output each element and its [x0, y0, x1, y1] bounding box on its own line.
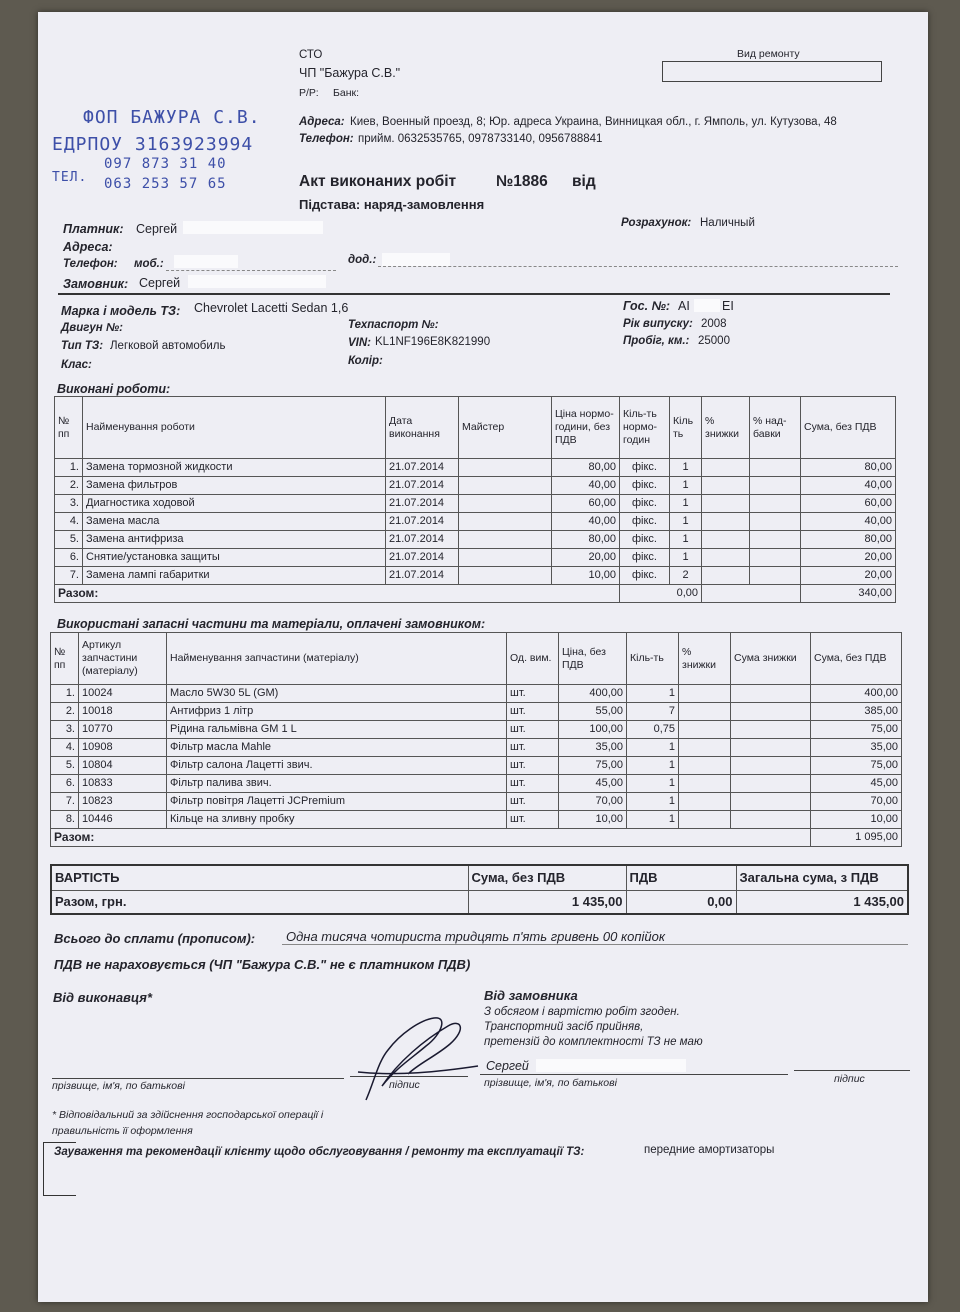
works-total-hours: 0,00 — [620, 585, 702, 603]
customer-sign-name: Сергей — [486, 1059, 529, 1073]
summary-sum: 1 435,00 — [468, 891, 626, 915]
parts-col-sum: Сума, без ПДВ — [811, 633, 902, 685]
works-cell-price: 40,00 — [552, 513, 620, 531]
works-cell-markup — [750, 513, 801, 531]
works-cell-master — [459, 549, 552, 567]
plate-end: EI — [722, 299, 734, 313]
parts-cell-name: Кільце на зливну пробку — [167, 811, 507, 829]
parts-cell-n: 5. — [51, 757, 79, 775]
payer-label: Платник: — [63, 222, 124, 236]
works-cell-markup — [750, 549, 801, 567]
works-cell-norm: фікс. — [620, 477, 670, 495]
parts-cell-n: 3. — [51, 721, 79, 739]
document-page — [38, 12, 928, 1302]
works-cell-qty: 1 — [670, 477, 702, 495]
works-col-n: № пп — [55, 397, 83, 459]
parts-cell-art: 10018 — [79, 703, 167, 721]
works-cell-disc — [702, 495, 750, 513]
parts-cell-price: 100,00 — [559, 721, 627, 739]
redaction — [188, 275, 326, 288]
works-table — [54, 396, 896, 603]
parts-cell-disc_sum — [731, 685, 811, 703]
parts-total-sum: 1 095,00 — [811, 829, 902, 847]
works-cell-name: Диагностика ходовой — [83, 495, 386, 513]
works-cell-name: Замена антифриза — [83, 531, 386, 549]
parts-cell-disc — [679, 775, 731, 793]
works-cell-price: 40,00 — [552, 477, 620, 495]
works-cell-name: Замена тормозной жидкости — [83, 459, 386, 477]
plate-label: Гос. №: — [623, 299, 671, 313]
works-cell-price: 10,00 — [552, 567, 620, 585]
works-cell-sum: 40,00 — [801, 477, 896, 495]
parts-cell-disc_sum — [731, 811, 811, 829]
parts-cell-art: 10908 — [79, 739, 167, 757]
parts-cell-disc — [679, 721, 731, 739]
works-cell-sum: 60,00 — [801, 495, 896, 513]
works-cell-sum: 20,00 — [801, 567, 896, 585]
summary-total-label: Загальна сума, з ПДВ — [736, 865, 908, 891]
parts-cell-disc — [679, 757, 731, 775]
customer-sign-label: Від замовника — [484, 988, 578, 1003]
works-cell-disc — [702, 477, 750, 495]
repair-type-box — [662, 61, 882, 82]
parts-cell-art: 10833 — [79, 775, 167, 793]
phone-value: прийм. 0632535765, 0978733140, 0956788841 — [358, 133, 603, 145]
customer-label: Замовник: — [63, 277, 129, 291]
parts-cell-disc_sum — [731, 739, 811, 757]
works-cell-price: 60,00 — [552, 495, 620, 513]
stamp-line-1: ФОП БАЖУРА С.В. — [83, 107, 261, 128]
parts-col-name: Найменування запчастини (матеріалу) — [167, 633, 507, 685]
sto-label: СТО — [299, 49, 323, 61]
works-cell-qty: 2 — [670, 567, 702, 585]
parts-cell-price: 70,00 — [559, 793, 627, 811]
parts-col-n: № пп — [51, 633, 79, 685]
summary-total: 1 435,00 — [736, 891, 908, 915]
footnote-line-1: * Відповідальний за здійснення господарської операції і — [52, 1109, 324, 1121]
redaction — [536, 1059, 686, 1072]
vin-label: VIN: — [348, 337, 371, 349]
words-text: Одна тисяча чотириста тридцять п'ять гривень 00 копійок — [286, 929, 665, 944]
works-cell-disc — [702, 513, 750, 531]
works-cell-markup — [750, 531, 801, 549]
type-label: Тип ТЗ: — [61, 340, 104, 352]
passport-label: Техпаспорт №: — [348, 319, 439, 331]
parts-cell-disc_sum — [731, 775, 811, 793]
works-cell-disc — [702, 459, 750, 477]
works-cell-norm: фікс. — [620, 495, 670, 513]
table-row — [55, 513, 896, 531]
remarks-text: передние амортизаторы — [644, 1144, 775, 1156]
works-col-norm: Кіль-ть нормо-годин — [620, 397, 670, 459]
works-cell-price: 20,00 — [552, 549, 620, 567]
executor-fio-line — [52, 1078, 344, 1079]
redaction — [694, 299, 720, 312]
works-cell-sum: 80,00 — [801, 531, 896, 549]
stamp-line-2: ЕДРПОУ 3163923994 — [52, 134, 254, 155]
works-cell-sum: 80,00 — [801, 459, 896, 477]
parts-cell-n: 4. — [51, 739, 79, 757]
works-cell-sum: 40,00 — [801, 513, 896, 531]
parts-cell-n: 7. — [51, 793, 79, 811]
redaction — [183, 221, 323, 234]
redaction — [382, 253, 450, 266]
works-cell-name: Замена лампі габаритки — [83, 567, 386, 585]
parts-table — [50, 632, 902, 847]
act-title: Акт виконаних робіт — [299, 173, 457, 190]
works-cell-master — [459, 531, 552, 549]
parts-cell-price: 400,00 — [559, 685, 627, 703]
bank-label: Банк: — [333, 87, 360, 99]
parts-cell-price: 45,00 — [559, 775, 627, 793]
works-cell-master — [459, 495, 552, 513]
parts-cell-n: 6. — [51, 775, 79, 793]
parts-cell-price: 10,00 — [559, 811, 627, 829]
model-label: Марка і модель ТЗ: — [61, 304, 181, 318]
parts-cell-sum: 10,00 — [811, 811, 902, 829]
dod-line — [378, 266, 898, 267]
works-cell-markup — [750, 495, 801, 513]
works-cell-n: 7. — [55, 567, 83, 585]
parts-cell-qty: 7 — [627, 703, 679, 721]
table-row — [51, 811, 902, 829]
class-label: Клас: — [61, 359, 92, 371]
executor-label: Від виконавця* — [53, 990, 153, 1005]
agree-line-1: З обсягом і вартістю робіт згоден. — [484, 1006, 680, 1018]
dod-label: дод.: — [348, 254, 377, 266]
works-cell-qty: 1 — [670, 549, 702, 567]
works-col-master: Майстер — [459, 397, 552, 459]
parts-cell-disc — [679, 793, 731, 811]
parts-cell-name: Фільтр повітря Лацетті JCPremium — [167, 793, 507, 811]
summary-sum-label: Сума, без ПДВ — [468, 865, 626, 891]
phone-label: Телефон: — [299, 133, 354, 145]
table-row — [55, 531, 896, 549]
parts-cell-name: Фільтр масла Mahle — [167, 739, 507, 757]
parts-cell-disc_sum — [731, 793, 811, 811]
model-value: Chevrolet Lacetti Sedan 1,6 — [194, 301, 349, 315]
works-cell-date: 21.07.2014 — [386, 531, 459, 549]
parts-cell-name: Фільтр палива звич. — [167, 775, 507, 793]
type-value: Легковой автомобиль — [110, 340, 226, 352]
table-row — [51, 793, 902, 811]
works-cell-n: 6. — [55, 549, 83, 567]
repair-type-label: Вид ремонту — [737, 48, 800, 60]
works-cell-qty: 1 — [670, 513, 702, 531]
address-label: Адреса: — [299, 116, 345, 128]
parts-cell-unit: шт. — [507, 793, 559, 811]
parts-cell-art: 10446 — [79, 811, 167, 829]
parts-cell-art: 10804 — [79, 757, 167, 775]
table-row — [51, 739, 902, 757]
parts-cell-qty: 1 — [627, 811, 679, 829]
works-cell-name: Замена фильтров — [83, 477, 386, 495]
parts-cell-sum: 45,00 — [811, 775, 902, 793]
parts-cell-sum: 35,00 — [811, 739, 902, 757]
works-cell-date: 21.07.2014 — [386, 513, 459, 531]
client-divider — [58, 293, 890, 295]
table-row — [55, 549, 896, 567]
act-date-word: від — [572, 173, 596, 190]
parts-cell-sum: 385,00 — [811, 703, 902, 721]
parts-cell-disc_sum — [731, 721, 811, 739]
client-address-label: Адреса: — [63, 240, 113, 254]
parts-cell-n: 1. — [51, 685, 79, 703]
plate-start: AI — [678, 299, 690, 313]
parts-col-disc-sum: Сума знижки — [731, 633, 811, 685]
works-total-label: Разом: — [55, 585, 620, 603]
customer-value: Сергей — [139, 276, 181, 290]
year-label: Рік випуску: — [623, 318, 693, 330]
act-basis: Підстава: наряд-замовлення — [299, 197, 485, 212]
works-cell-disc — [702, 567, 750, 585]
parts-cell-art: 10823 — [79, 793, 167, 811]
stamp-line-3: 097 873 31 40 — [104, 156, 227, 172]
parts-cell-unit: шт. — [507, 757, 559, 775]
parts-col-disc: % знижки — [679, 633, 731, 685]
parts-cell-unit: шт. — [507, 703, 559, 721]
act-number: №1886 — [496, 173, 548, 190]
works-cell-n: 5. — [55, 531, 83, 549]
works-cell-norm: фікс. — [620, 549, 670, 567]
parts-cell-name: Фільтр салона Лацетті звич. — [167, 757, 507, 775]
works-cell-date: 21.07.2014 — [386, 549, 459, 567]
vin-value: KL1NF196E8K821990 — [375, 336, 491, 348]
summary-table — [50, 864, 909, 915]
vat-note: ПДВ не нараховується (ЧП "Бажура С.В." не є платником ПДВ) — [54, 957, 471, 972]
works-cell-master — [459, 567, 552, 585]
works-cell-markup — [750, 567, 801, 585]
payer-value: Сергей — [136, 222, 178, 236]
mob-label: моб.: — [134, 258, 164, 270]
parts-cell-disc — [679, 739, 731, 757]
works-cell-markup — [750, 477, 801, 495]
parts-cell-price: 55,00 — [559, 703, 627, 721]
works-cell-n: 4. — [55, 513, 83, 531]
agree-line-2: Транспортний засіб прийняв, — [484, 1021, 644, 1033]
agree-line-3: претензій до комплектності ТЗ не маю — [484, 1036, 703, 1048]
table-row — [51, 775, 902, 793]
works-cell-qty: 1 — [670, 459, 702, 477]
works-col-sum: Сума, без ПДВ — [801, 397, 896, 459]
works-cell-master — [459, 513, 552, 531]
redaction — [174, 255, 238, 268]
parts-cell-n: 8. — [51, 811, 79, 829]
parts-cell-unit: шт. — [507, 811, 559, 829]
parts-col-price: Ціна, без ПДВ — [559, 633, 627, 685]
engine-label: Двигун №: — [61, 322, 123, 334]
works-cell-date: 21.07.2014 — [386, 459, 459, 477]
parts-cell-sum: 75,00 — [811, 757, 902, 775]
works-cell-disc — [702, 549, 750, 567]
executor-signature — [338, 1012, 488, 1107]
company-name: ЧП "Бажура С.В." — [299, 66, 401, 80]
works-cell-norm: фікс. — [620, 567, 670, 585]
parts-cell-price: 35,00 — [559, 739, 627, 757]
words-line — [282, 944, 908, 945]
summary-vat: 0,00 — [626, 891, 736, 915]
works-cell-date: 21.07.2014 — [386, 567, 459, 585]
works-cell-norm: фікс. — [620, 459, 670, 477]
works-cell-master — [459, 459, 552, 477]
payment-value: Наличный — [700, 217, 755, 229]
works-section-title: Виконані роботи: — [57, 382, 171, 396]
executor-fio-caption: прізвище, ім'я, по батькові — [52, 1080, 185, 1092]
mileage-label: Пробіг, км.: — [623, 335, 690, 347]
footnote-line-2: правильність її оформлення — [52, 1125, 193, 1137]
works-total-sum: 340,00 — [801, 585, 896, 603]
client-phone-label: Телефон: — [63, 258, 118, 270]
parts-cell-qty: 1 — [627, 775, 679, 793]
executor-sign-caption: підпис — [389, 1079, 420, 1091]
table-row — [55, 477, 896, 495]
parts-cell-name: Антифриз 1 літр — [167, 703, 507, 721]
works-col-disc: % знижки — [702, 397, 750, 459]
table-row — [55, 495, 896, 513]
parts-col-article: Артикул запчастини (матеріалу) — [79, 633, 167, 685]
customer-fio-line — [480, 1074, 788, 1075]
parts-section-title: Використані запасні частини та матеріали, оплачені замовником: — [57, 617, 486, 631]
works-col-qty: Кіль ть — [670, 397, 702, 459]
table-row — [51, 757, 902, 775]
parts-cell-unit: шт. — [507, 739, 559, 757]
summary-vat-label: ПДВ — [626, 865, 736, 891]
works-cell-sum: 20,00 — [801, 549, 896, 567]
summary-row-label: Разом, грн. — [51, 891, 468, 915]
address-value: Киев, Военный проезд, 8; Юр. адреса Украина, Винницкая обл., г. Ямполь, ул. Кутузова, 48 — [350, 116, 837, 128]
parts-cell-name: Масло 5W30 5L (GM) — [167, 685, 507, 703]
works-col-date: Дата виконання — [386, 397, 459, 459]
table-row — [55, 567, 896, 585]
customer-sign-line — [794, 1070, 910, 1071]
works-cell-n: 1. — [55, 459, 83, 477]
parts-cell-qty: 1 — [627, 685, 679, 703]
payment-label: Розрахунок: — [621, 217, 692, 229]
parts-cell-name: Рідина гальмівна GM 1 L — [167, 721, 507, 739]
summary-cost-label: ВАРТІСТЬ — [51, 865, 468, 891]
remarks-label: Зауваження та рекомендації клієнту щодо обслуговування / ремонту та експлуатації ТЗ: — [54, 1146, 585, 1158]
parts-cell-art: 10770 — [79, 721, 167, 739]
works-cell-norm: фікс. — [620, 513, 670, 531]
parts-cell-qty: 1 — [627, 739, 679, 757]
works-cell-qty: 1 — [670, 531, 702, 549]
works-cell-date: 21.07.2014 — [386, 495, 459, 513]
parts-cell-price: 75,00 — [559, 757, 627, 775]
parts-cell-n: 2. — [51, 703, 79, 721]
parts-cell-disc — [679, 685, 731, 703]
works-col-markup: % над-бавки — [750, 397, 801, 459]
parts-cell-art: 10024 — [79, 685, 167, 703]
table-row — [51, 721, 902, 739]
stamp-line-4: 063 253 57 65 — [104, 176, 227, 192]
parts-col-unit: Од. вим. — [507, 633, 559, 685]
mob-line — [166, 270, 336, 271]
parts-cell-disc_sum — [731, 703, 811, 721]
works-cell-n: 3. — [55, 495, 83, 513]
parts-col-qty: Кіль-ть — [627, 633, 679, 685]
works-col-price: Ціна нормо-години, без ПДВ — [552, 397, 620, 459]
table-row — [51, 703, 902, 721]
parts-cell-sum: 70,00 — [811, 793, 902, 811]
parts-cell-disc — [679, 703, 731, 721]
parts-total-label: Разом: — [51, 829, 811, 847]
works-cell-name: Замена масла — [83, 513, 386, 531]
parts-cell-unit: шт. — [507, 685, 559, 703]
works-cell-price: 80,00 — [552, 531, 620, 549]
table-row — [55, 459, 896, 477]
table-row — [51, 685, 902, 703]
works-cell-markup — [750, 459, 801, 477]
parts-cell-qty: 1 — [627, 793, 679, 811]
stamp-line-4-prefix: ТЕЛ. — [52, 170, 88, 185]
customer-sign-caption: підпис — [834, 1073, 865, 1085]
works-cell-date: 21.07.2014 — [386, 477, 459, 495]
parts-cell-disc_sum — [731, 757, 811, 775]
parts-cell-disc — [679, 811, 731, 829]
rr-label: Р/Р: — [299, 87, 319, 99]
parts-cell-sum: 400,00 — [811, 685, 902, 703]
works-cell-price: 80,00 — [552, 459, 620, 477]
works-cell-disc — [702, 531, 750, 549]
works-cell-master — [459, 477, 552, 495]
customer-fio-caption: прізвище, ім'я, по батькові — [484, 1077, 617, 1089]
parts-cell-unit: шт. — [507, 775, 559, 793]
color-label: Колір: — [348, 355, 383, 367]
parts-cell-qty: 0,75 — [627, 721, 679, 739]
works-cell-norm: фікс. — [620, 531, 670, 549]
works-cell-name: Снятие/установка защиты — [83, 549, 386, 567]
parts-cell-sum: 75,00 — [811, 721, 902, 739]
year-value: 2008 — [701, 318, 727, 330]
words-label: Всього до сплати (прописом): — [54, 931, 256, 946]
works-cell-qty: 1 — [670, 495, 702, 513]
parts-cell-unit: шт. — [507, 721, 559, 739]
works-col-name: Найменування роботи — [83, 397, 386, 459]
works-cell-n: 2. — [55, 477, 83, 495]
parts-cell-qty: 1 — [627, 757, 679, 775]
mileage-value: 25000 — [698, 335, 730, 347]
